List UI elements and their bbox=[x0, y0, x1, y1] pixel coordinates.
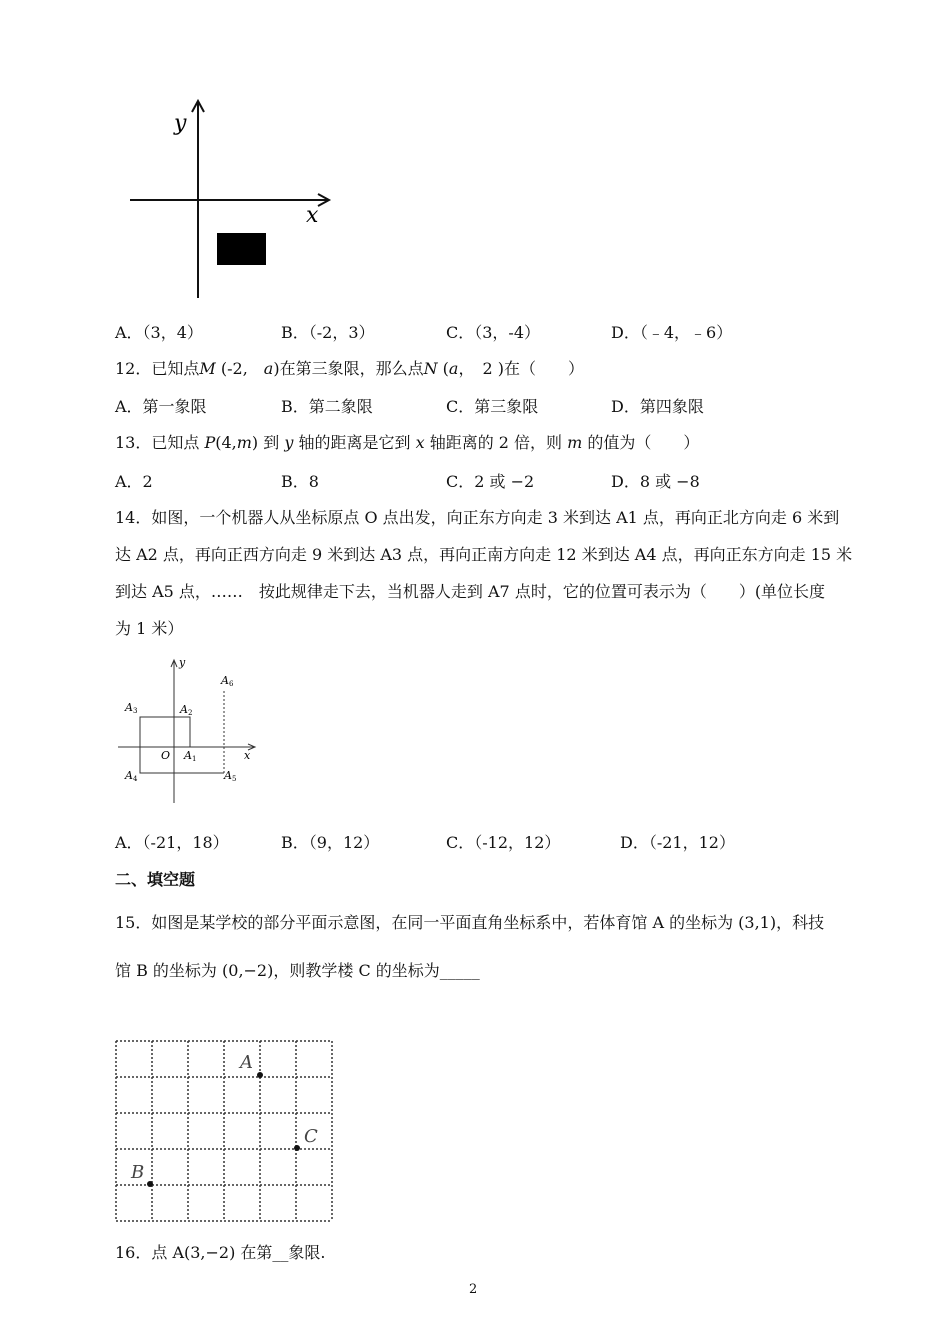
q13-option-c[interactable]: C．2 或 −2 bbox=[446, 472, 535, 491]
q13-text: 已知点 bbox=[151, 433, 205, 452]
q14-origin-label: O bbox=[161, 749, 171, 762]
q12-var-a: a bbox=[448, 359, 459, 378]
q11-option-c[interactable]: C．（3，-4） bbox=[446, 323, 541, 342]
q11-option-a[interactable]: A．（3，4） bbox=[115, 323, 203, 342]
q14-label-a6: A6 bbox=[221, 674, 234, 688]
q15-point-b bbox=[147, 1181, 153, 1187]
q12-question bbox=[115, 356, 584, 379]
q14-square bbox=[140, 717, 190, 747]
q13-text: ) 到 bbox=[251, 433, 285, 452]
q16-question: 16．点 A(3,−2) 在第__象限. bbox=[115, 1243, 326, 1262]
q11-black-rectangle bbox=[217, 233, 266, 265]
q13-text: 轴的距离是它到 bbox=[293, 433, 416, 452]
q14-label-a5: A5 bbox=[224, 769, 237, 783]
q13-var-x: x bbox=[415, 433, 425, 452]
q11-option-b[interactable]: B．（-2，3） bbox=[281, 323, 375, 342]
q12-text: ( bbox=[437, 359, 449, 378]
q14-label-a1: A1 bbox=[184, 749, 197, 763]
q13-option-a[interactable]: A．2 bbox=[115, 472, 153, 491]
q14-y-label: y bbox=[179, 656, 186, 669]
q11-figure bbox=[130, 98, 340, 303]
q13-option-b[interactable]: B．8 bbox=[281, 472, 319, 491]
q15-point-a bbox=[257, 1072, 263, 1078]
q15-line-2: 馆 B 的坐标为 (0,−2)，则教学楼 C 的坐标为_____ bbox=[115, 961, 480, 980]
q13-number: 13． bbox=[115, 433, 152, 452]
q13-text: (4, bbox=[215, 433, 237, 452]
q13-text: 轴距离的 2 倍，则 bbox=[424, 433, 568, 452]
q13-var-m: m bbox=[567, 433, 583, 452]
q13-question bbox=[115, 430, 699, 453]
q14-line-2: 达 A2 点，再向正西方向走 9 米到达 A3 点，再向正南方向走 12 米到达 A4 点，再向正东方向走 15 米 bbox=[115, 545, 853, 564]
q14-x-label: x bbox=[244, 749, 251, 762]
q14-option-c[interactable]: C．（-12，12） bbox=[446, 833, 561, 852]
q15-line-1: 15．如图是某学校的部分平面示意图，在同一平面直角坐标系中，若体育馆 A 的坐标为 (3,1)，科技 bbox=[115, 913, 825, 932]
q12-number: 12． bbox=[115, 359, 152, 378]
q12-var-a: a bbox=[263, 359, 274, 378]
q14-label-a2: A2 bbox=[180, 703, 193, 717]
q12-text: ， 2 )在（ ） bbox=[458, 359, 584, 378]
q14-label-a3: A3 bbox=[125, 701, 138, 715]
q13-var-m: m bbox=[236, 433, 252, 452]
q14-label-a4: A4 bbox=[125, 769, 138, 783]
q14-line-4: 为 1 米） bbox=[115, 619, 184, 638]
q14-option-b[interactable]: B．（9，12） bbox=[281, 833, 380, 852]
q11-y-label: y bbox=[174, 111, 187, 136]
q12-point-m: M bbox=[199, 359, 216, 378]
q15-label-a: A bbox=[240, 1052, 253, 1073]
q14-line-3: 到达 A5 点，…… 按此规律走下去，当机器人走到 A7 点时，它的位置可表示为（ ）(单位长度 bbox=[115, 582, 826, 601]
q14-option-a[interactable]: A．（-21，18） bbox=[115, 833, 229, 852]
q12-text: )在第三象限，那么点 bbox=[273, 359, 424, 378]
q13-var-y: y bbox=[284, 433, 294, 452]
q14-option-d[interactable]: D．（-21，12） bbox=[620, 833, 735, 852]
q15-label-c: C bbox=[304, 1126, 318, 1147]
page-number: 2 bbox=[469, 1282, 478, 1297]
q12-option-d[interactable]: D．第四象限 bbox=[611, 397, 704, 416]
q13-point-p: P bbox=[204, 433, 216, 452]
q13-option-d[interactable]: D．8 或 −8 bbox=[611, 472, 700, 491]
section-title: 二、填空题 bbox=[115, 870, 196, 889]
q12-point-n: N bbox=[423, 359, 438, 378]
q12-option-a[interactable]: A．第一象限 bbox=[115, 397, 207, 416]
q14-line-1: 14．如图，一个机器人从坐标原点 O 点出发，向正东方向走 3 米到达 A1 点，再向正北方向走 6 米到 bbox=[115, 508, 840, 527]
q14-figure bbox=[118, 655, 268, 805]
q12-option-b[interactable]: B．第二象限 bbox=[281, 397, 373, 416]
q12-text: 已知点 bbox=[151, 359, 200, 378]
q14-path-a4-a5 bbox=[140, 747, 224, 773]
q12-text: (-2, bbox=[215, 359, 264, 378]
q11-option-d[interactable]: D．（﹣4，﹣6） bbox=[611, 323, 733, 342]
q15-label-b: B bbox=[131, 1162, 145, 1183]
q11-x-label: x bbox=[306, 203, 319, 228]
q15-grid-figure bbox=[115, 1040, 337, 1224]
q12-option-c[interactable]: C．第三象限 bbox=[446, 397, 539, 416]
q15-point-c bbox=[294, 1145, 300, 1151]
q13-text: 的值为（ ） bbox=[582, 433, 700, 452]
